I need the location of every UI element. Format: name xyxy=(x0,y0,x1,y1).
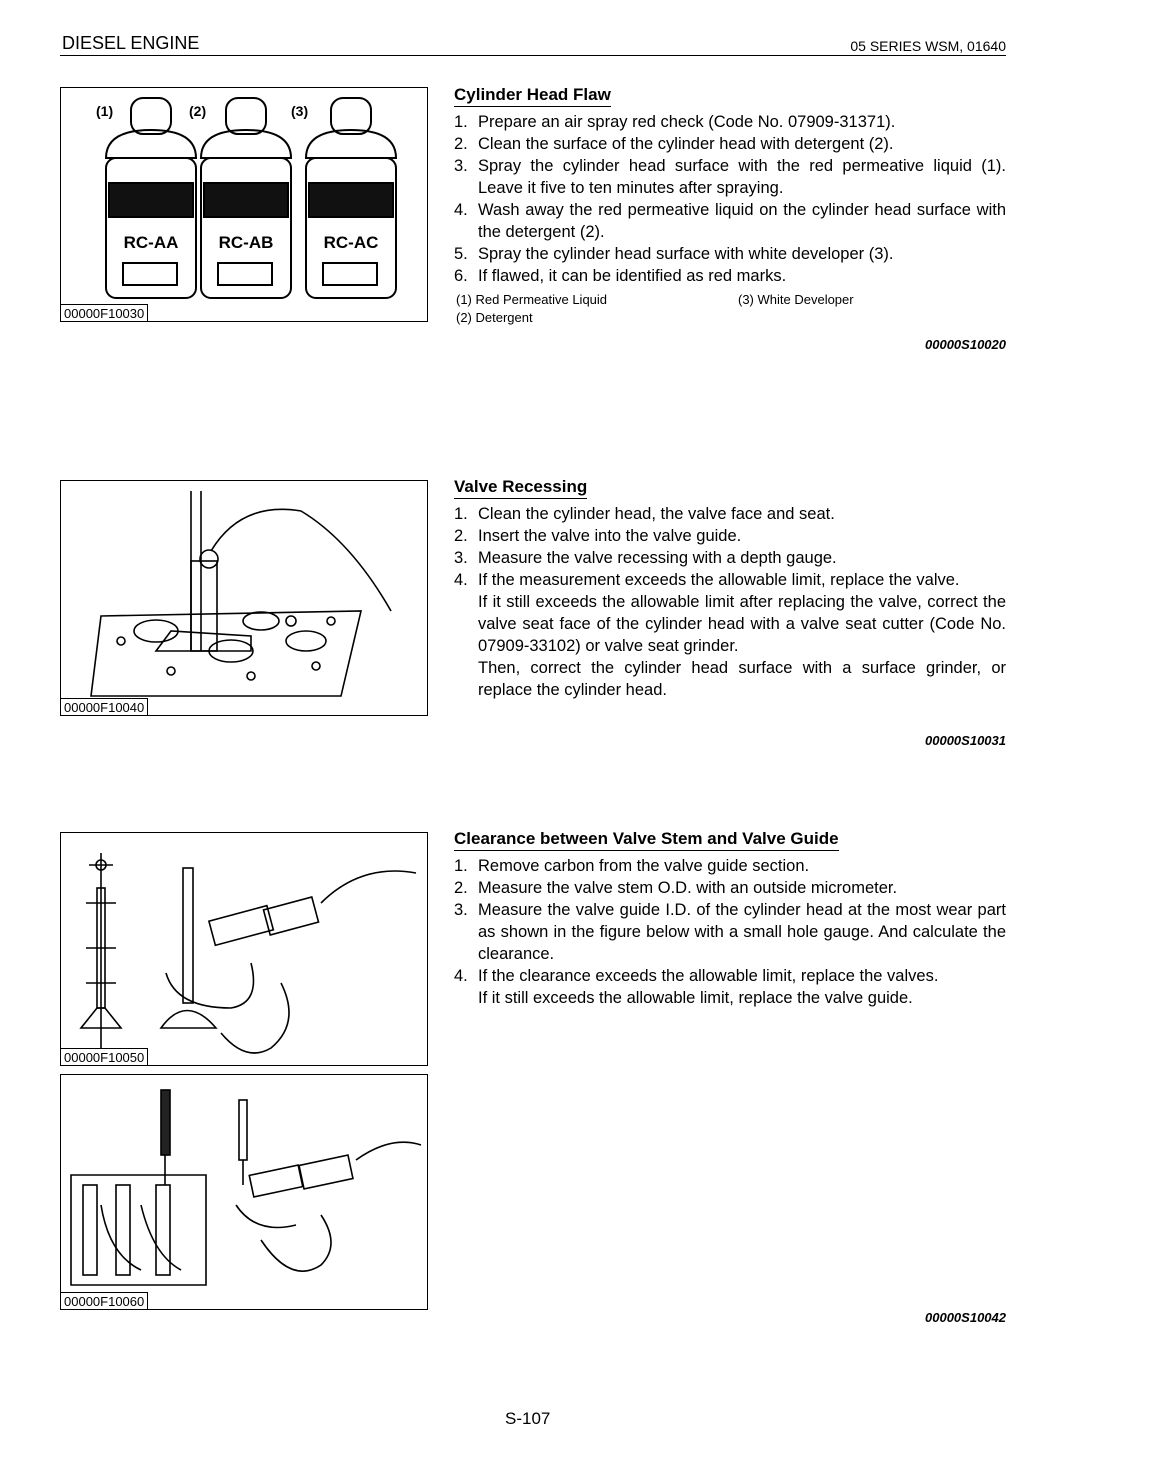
section-valve-clearance xyxy=(454,829,1006,1009)
can-brand-1: RC-AA xyxy=(123,233,179,252)
can-brand-2: RC-AB xyxy=(218,233,274,252)
section-cylinder-head-flaw xyxy=(454,85,1006,329)
section-title: Cylinder Head Flaw xyxy=(454,85,611,107)
can-label-1: (1) xyxy=(96,103,114,119)
hole-gauge-illustration xyxy=(61,1075,427,1309)
figure-code: 00000F10050 xyxy=(61,1048,148,1065)
can-brand-3: RC-AC xyxy=(323,233,379,252)
legend-item-1: (1) Red Permeative Liquid xyxy=(456,292,608,307)
legend xyxy=(454,291,1006,329)
section-title: Clearance between Valve Stem and Valve Guide xyxy=(454,829,839,851)
reference-code: 00000S10042 xyxy=(925,1310,1006,1325)
legend-item-3: (3) White Developer xyxy=(738,292,854,307)
step-item: 2. Insert the valve into the valve guide. xyxy=(454,527,742,545)
can-label-3: (3) xyxy=(291,103,309,119)
step-item: 5. Spray the cylinder head surface with white developer (3). xyxy=(454,245,894,263)
step-item: 3. Measure the valve guide I.D. of the cylinder head at the most wear part as shown in the figure below with a small hole gauge. And calculate the clearance. xyxy=(454,901,1006,963)
step-item: 1. Clean the cylinder head, the valve face and seat. xyxy=(454,505,835,523)
section-title: Valve Recessing xyxy=(454,477,587,499)
depth-gauge-illustration xyxy=(61,481,427,715)
step-item: 2. Measure the valve stem O.D. with an outside micrometer. xyxy=(454,879,898,897)
header-title: DIESEL ENGINE xyxy=(62,33,200,53)
steps-list xyxy=(454,111,1006,287)
step-item: 1. Remove carbon from the valve guide section. xyxy=(454,857,810,875)
section-valve-recessing xyxy=(454,477,1006,701)
step-note: Then, correct the cylinder head surface with a surface grinder, or replace the cylinder head. xyxy=(478,659,1006,699)
header-series: 05 SERIES WSM, 01640 xyxy=(850,38,1006,54)
step-note: If it still exceeds the allowable limit after replacing the valve, correct the valve seat face of the cylinder head with a valve seat cutter (Code No. 07909-33102) or valve seat grinder. xyxy=(478,593,1006,655)
step-item: 3. Spray the cylinder head surface with the red permeative liquid (1). Leave it five to ten minutes after spraying. xyxy=(454,157,1006,197)
valve-stem-illustration xyxy=(61,833,427,1065)
step-item: 2. Clean the surface of the cylinder head with detergent (2). xyxy=(454,135,894,153)
reference-code: 00000S10020 xyxy=(925,337,1006,352)
step-item: 4. Wash away the red permeative liquid on the cylinder head surface with the detergent (2). xyxy=(454,201,1006,241)
figure-code: 00000F10030 xyxy=(61,304,148,321)
step-item: 1. Prepare an air spray red check (Code No. 07909-31371). xyxy=(454,113,896,131)
legend-item-2: (2) Detergent xyxy=(456,310,533,325)
step-item: 4. If the measurement exceeds the allowable limit, replace the valve. xyxy=(454,571,960,589)
can-label-2: (2) xyxy=(189,103,207,119)
header-rule xyxy=(60,55,1006,56)
step-note: If it still exceeds the allowable limit, replace the valve guide. xyxy=(478,989,913,1007)
figure-code: 00000F10040 xyxy=(61,698,148,715)
spray-cans-illustration xyxy=(61,88,427,321)
figure-depth-gauge xyxy=(60,480,428,716)
steps-list xyxy=(454,855,1006,987)
step-item: 3. Measure the valve recessing with a depth gauge. xyxy=(454,549,837,567)
steps-list xyxy=(454,503,1006,591)
figure-valve-stem-micrometer xyxy=(60,832,428,1066)
figure-code: 00000F10060 xyxy=(61,1292,148,1309)
figure-spray-cans xyxy=(60,87,428,322)
step-item: 4. If the clearance exceeds the allowable limit, replace the valves. xyxy=(454,967,939,985)
figure-hole-gauge xyxy=(60,1074,428,1310)
reference-code: 00000S10031 xyxy=(925,733,1006,748)
page-number: S-107 xyxy=(505,1409,551,1428)
step-item: 6. If flawed, it can be identified as red marks. xyxy=(454,267,787,285)
